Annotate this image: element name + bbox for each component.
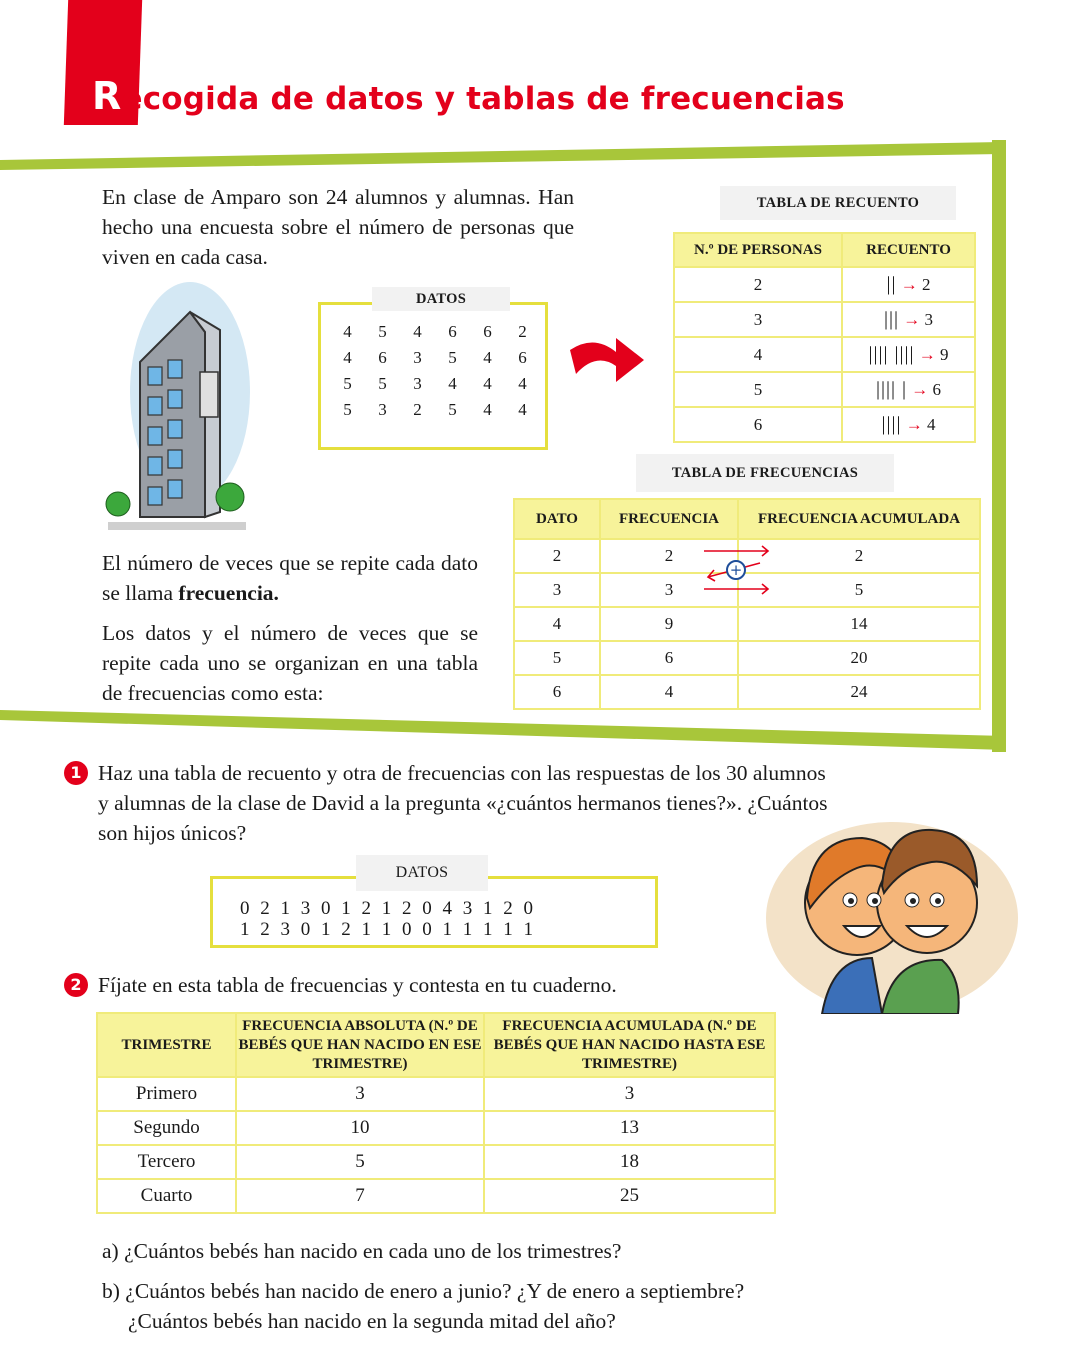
recuento-tally-cell	[842, 337, 975, 372]
tally-marks: |||| |	[875, 378, 908, 400]
freq-acumulada-cell: 24	[738, 675, 980, 709]
freq-dato-cell: 4	[514, 607, 600, 641]
tally-marks: ||	[886, 273, 897, 295]
trimestre-row	[97, 1145, 775, 1179]
page-title: Recogida de datos y tablas de frecuencias	[92, 74, 845, 118]
datos-value: 2	[518, 322, 527, 341]
datos-value: 5	[343, 400, 352, 419]
question-b-line1: b) ¿Cuántos bebés han nacido de enero a junio? ¿Y de enero a septiembre?	[102, 1279, 745, 1303]
trimestre-absoluta-cell: 5	[236, 1145, 484, 1179]
definition-line2: Los datos y el número de veces que se repite cada uno se organizan en una tabla de frecuencias como esta:	[102, 621, 478, 705]
trimestre-absoluta-cell: 3	[236, 1077, 484, 1111]
frecuencias-table	[513, 498, 981, 710]
freq-dato-cell: 2	[514, 539, 600, 573]
intro-paragraph: En clase de Amparo son 24 alumnos y alumnas. Han hecho una encuesta sobre el número de personas que viven en cada casa.	[102, 185, 574, 269]
ex1-datos-label: DATOS	[356, 855, 488, 891]
red-curved-arrow-icon	[566, 330, 646, 386]
arrow-right-icon: →	[911, 380, 929, 399]
datos-value: 4	[448, 374, 457, 393]
tally-marks: ||||	[881, 413, 902, 435]
freq-header-dato: DATO	[514, 499, 600, 539]
recuento-table	[673, 232, 976, 443]
definition-bold-term: frecuencia.	[178, 581, 279, 605]
kids-illustration	[762, 808, 1018, 1014]
frecuencias-row	[514, 675, 980, 709]
freq-dato-cell: 5	[514, 641, 600, 675]
datos-value: 6	[518, 348, 527, 367]
recuento-row	[674, 337, 975, 372]
trimestre-row	[97, 1179, 775, 1213]
trimestre-table	[96, 1012, 776, 1214]
trimestre-trimestre-cell: Primero	[97, 1077, 236, 1111]
freq-frecuencia-cell: 6	[600, 641, 738, 675]
green-frame-right	[992, 140, 1006, 752]
arrow-right-icon: →	[900, 275, 918, 294]
question-b-line2: ¿Cuántos bebés han nacido en la segunda mitad del año?	[128, 1309, 616, 1333]
green-frame-bottom	[0, 706, 1006, 752]
recuento-count: 9	[940, 345, 949, 364]
datos-value: 4	[343, 348, 352, 367]
recuento-tally-cell	[842, 302, 975, 337]
recuento-count: 2	[922, 275, 931, 294]
tally-marks: |||| ||||	[868, 343, 915, 365]
recuento-value: 6	[674, 407, 842, 442]
building-illustration	[100, 272, 250, 537]
datos-value: 3	[413, 374, 422, 393]
trimestre-header: TRIMESTRE	[97, 1013, 236, 1077]
exercise-1-number: 1	[64, 761, 88, 785]
freq-acumulada-cell: 14	[738, 607, 980, 641]
trimestre-acumulada-cell: 3	[484, 1077, 775, 1111]
frecuencia-absoluta-header: FRECUENCIA ABSOLUTA (N.º DE BEBÉS QUE HAN NACIDO EN ESE TRIMESTRE)	[236, 1013, 484, 1077]
trimestre-absoluta-cell: 10	[236, 1111, 484, 1145]
arrow-right-icon: →	[905, 415, 923, 434]
recuento-count: 6	[932, 380, 942, 399]
trimestre-row	[97, 1111, 775, 1145]
recuento-row	[674, 372, 975, 407]
recuento-tally-cell	[842, 407, 975, 442]
recuento-count: 3	[924, 310, 933, 329]
datos-value: 4	[343, 322, 352, 341]
freq-header-acumulada: FRECUENCIA ACUMULADA	[738, 499, 980, 539]
frecuencias-label: TABLA DE FRECUENCIAS	[636, 454, 894, 492]
freq-acumulada-cell: 2	[738, 539, 980, 573]
frecuencia-acumulada-header: FRECUENCIA ACUMULADA (N.º DE BEBÉS QUE HAN NACIDO HASTA ESE TRIMESTRE)	[484, 1013, 775, 1077]
datos-value: 5	[378, 374, 387, 393]
freq-frecuencia-cell: 4	[600, 675, 738, 709]
trimestre-trimestre-cell: Tercero	[97, 1145, 236, 1179]
recuento-row	[674, 267, 975, 302]
ex1-datos-row-2: 1 2 3 0 1 2 1 1 0 0 1 1 1 1 1	[240, 919, 533, 940]
green-frame-top	[0, 140, 1002, 172]
datos-value: 2	[413, 400, 422, 419]
trimestre-acumulada-cell: 25	[484, 1179, 775, 1213]
freq-dato-cell: 6	[514, 675, 600, 709]
datos-value: 6	[378, 348, 387, 367]
plus-symbol: +	[729, 561, 743, 579]
datos-value: 5	[378, 322, 387, 341]
exercise-1-text: Haz una tabla de recuento y otra de frecuencias con las respuestas de los 30 alumnos y alumnas de la clase de David a la pregunta «¿cuántos hermanos tienes?». ¿Cuántos son hijos únicos?	[98, 761, 828, 845]
datos-value: 5	[448, 400, 457, 419]
frecuencias-row	[514, 641, 980, 675]
accumulate-arrows-icon	[700, 543, 774, 597]
datos-label: DATOS	[372, 287, 510, 311]
freq-header-frecuencia: FRECUENCIA	[600, 499, 738, 539]
freq-acumulada-cell: 20	[738, 641, 980, 675]
recuento-count: 4	[927, 415, 936, 434]
freq-frecuencia-cell: 3	[600, 573, 738, 607]
freq-acumulada-cell: 5	[738, 573, 980, 607]
freq-frecuencia-cell: 9	[600, 607, 738, 641]
trimestre-acumulada-cell: 13	[484, 1111, 775, 1145]
datos-value: 4	[483, 374, 492, 393]
datos-value: 4	[413, 322, 422, 341]
datos-value: 4	[483, 348, 492, 367]
exercise-2-text: Fíjate en esta tabla de frecuencias y contesta en tu cuaderno.	[98, 973, 617, 997]
definition-line1: El número de veces que se repite cada dato se llama	[102, 551, 478, 605]
recuento-value: 3	[674, 302, 842, 337]
arrow-right-icon: →	[918, 345, 936, 364]
trimestre-absoluta-cell: 7	[236, 1179, 484, 1213]
freq-dato-cell: 3	[514, 573, 600, 607]
recuento-value: 2	[674, 267, 842, 302]
datos-grid	[330, 322, 540, 420]
trimestre-trimestre-cell: Segundo	[97, 1111, 236, 1145]
trimestre-trimestre-cell: Cuarto	[97, 1179, 236, 1213]
recuento-label: TABLA DE RECUENTO	[720, 186, 956, 220]
ex1-datos-row-1: 0 2 1 3 0 1 2 1 2 0 4 3 1 2 0	[240, 898, 533, 919]
datos-value: 4	[518, 374, 527, 393]
recuento-header-recuento: RECUENTO	[842, 233, 975, 267]
datos-value: 3	[413, 348, 422, 367]
arrow-right-icon: →	[903, 310, 921, 329]
recuento-header-personas: N.º DE PERSONAS	[674, 233, 842, 267]
ex1-datos-values	[240, 898, 533, 940]
datos-value: 6	[448, 322, 457, 341]
tally-marks: |||	[883, 308, 899, 330]
recuento-value: 5	[674, 372, 842, 407]
recuento-row	[674, 407, 975, 442]
freq-frecuencia-cell: 2	[600, 539, 738, 573]
trimestre-acumulada-cell: 18	[484, 1145, 775, 1179]
trimestre-row	[97, 1077, 775, 1111]
recuento-value: 4	[674, 337, 842, 372]
datos-value: 5	[343, 374, 352, 393]
recuento-tally-cell	[842, 267, 975, 302]
recuento-row	[674, 302, 975, 337]
datos-value: 6	[483, 322, 492, 341]
question-a: a) ¿Cuántos bebés han nacido en cada uno de los trimestres?	[102, 1239, 622, 1263]
datos-value: 5	[448, 348, 457, 367]
exercise-2-number: 2	[64, 973, 88, 997]
datos-value: 4	[518, 400, 527, 419]
definition-text	[102, 548, 478, 608]
recuento-tally-cell	[842, 372, 975, 407]
datos-value: 4	[483, 400, 492, 419]
datos-value: 3	[378, 400, 387, 419]
frecuencias-row	[514, 607, 980, 641]
